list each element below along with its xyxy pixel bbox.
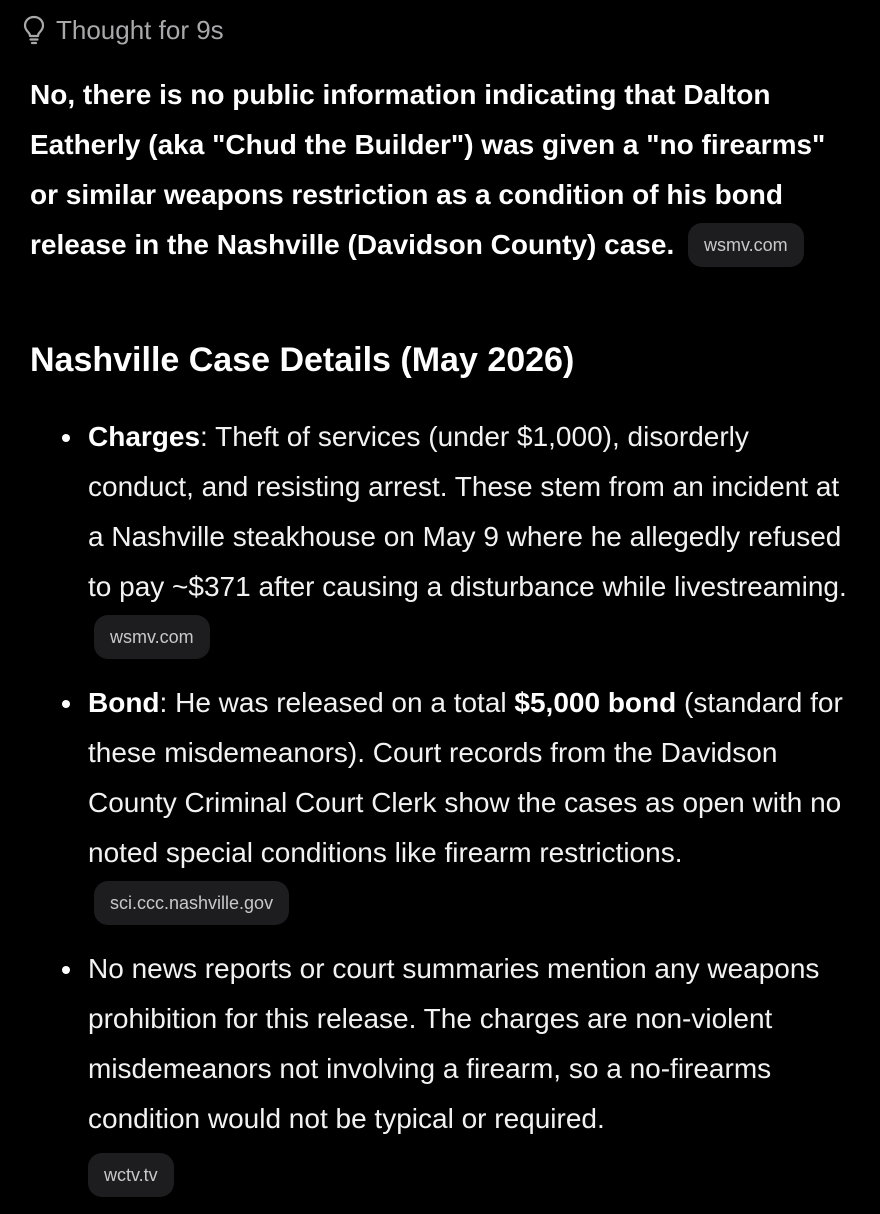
list-item-no-reports	[88, 944, 858, 1198]
section-heading: Nashville Case Details (May 2026)	[30, 341, 575, 379]
charges-separator: :	[200, 421, 208, 452]
answer-summary-text: No, there is no public information indicating that Dalton Eatherly (aka "Chud the Builder") was given a "no firearms" or similar weapons restriction as a condition of his bond release in the Nashville (Davidson County) case.	[30, 79, 826, 260]
bond-text-after: (standard for these misdemeanors). Court records from the Davidson County Criminal Court Clerk show the cases as open with no noted special conditions like firearm restrictions.	[88, 687, 843, 868]
thought-indicator[interactable]	[22, 12, 224, 48]
no-reports-text: No news reports or court summaries mention any weapons prohibition for this release. The charges are non-violent misdemeanors not involving a firearm, so a no-firearms condition would not be typical or required.	[88, 953, 820, 1134]
list-item-charges	[88, 412, 858, 662]
thought-label: Thought for 9s	[56, 14, 224, 45]
source-chip[interactable]: sci.ccc.nashville.gov	[94, 881, 289, 925]
list-item-bond	[88, 678, 858, 928]
source-chip[interactable]: wsmv.com	[94, 615, 210, 659]
bond-separator: :	[159, 687, 168, 718]
answer-summary	[30, 70, 860, 270]
source-chip[interactable]: wsmv.com	[688, 223, 804, 267]
bond-text-before: He was released on a total	[167, 687, 515, 718]
case-details-list	[88, 412, 858, 1214]
source-chip-row	[88, 1148, 858, 1198]
lightbulb-icon	[22, 15, 46, 45]
bond-label: Bond	[88, 687, 160, 718]
source-chip[interactable]: wctv.tv	[88, 1153, 174, 1197]
charges-text: Theft of services (under $1,000), disorderly conduct, and resisting arrest. These stem from an incident at a Nashville steakhouse on May 9 where he allegedly refused to pay ~$371 after causing a disturbance while livestreaming.	[88, 421, 847, 602]
bond-amount: $5,000 bond	[514, 687, 677, 718]
charges-label: Charges	[88, 421, 201, 452]
